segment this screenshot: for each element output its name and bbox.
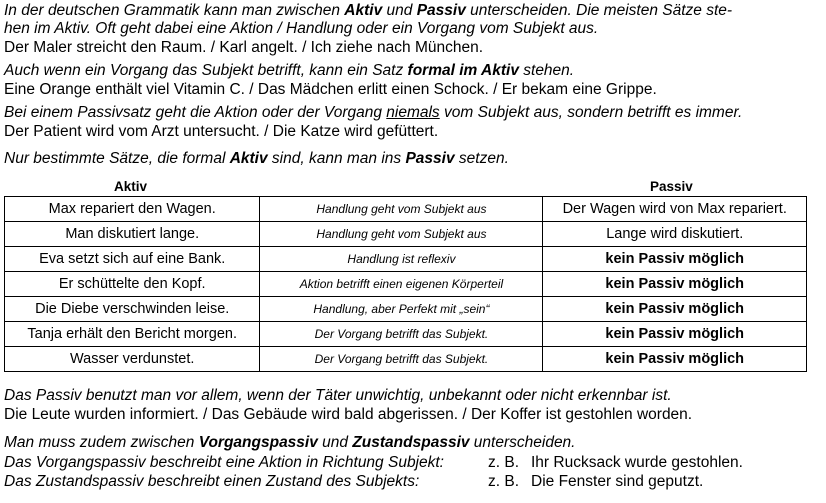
cell-note: Handlung geht vom Subjekt aus (260, 222, 543, 247)
table-row (5, 197, 807, 222)
formal-text: stehen. (518, 62, 575, 79)
vorgangspassiv-example: Ihr Rucksack wurde gestohlen. (531, 454, 743, 471)
intro-text: unterscheiden. Die meisten Sätze ste- (465, 2, 733, 19)
cell-passiv: kein Passiv möglich (543, 322, 807, 347)
passivsatz-line-1 (4, 103, 742, 123)
zustandspassiv-example: Die Fenster sind geputzt. (531, 473, 704, 490)
vorgangspassiv-zb: z. B. (488, 454, 520, 471)
usage-line-1: Das Passiv benutzt man vor allem, wenn der Täter unwichtig, unbekannt oder nicht erkennbar ist. (4, 387, 672, 404)
usage-examples: Die Leute wurden informiert. / Das Gebäude wird bald abgerissen. / Der Koffer ist gestohlen worden. (4, 406, 693, 423)
cell-aktiv: Wasser verdunstet. (5, 347, 260, 372)
term-passiv: Passiv (416, 2, 466, 19)
zustand-text: und (317, 434, 353, 451)
term-aktiv: Aktiv (344, 2, 383, 19)
cell-passiv: Lange wird diskutiert. (543, 222, 807, 247)
term-formal-aktiv: formal im Aktiv (407, 62, 519, 79)
cell-aktiv: Die Diebe verschwinden leise. (5, 297, 260, 322)
intro-text: In der deutschen Grammatik kann man zwischen (4, 2, 345, 19)
aktiv-passiv-table (4, 196, 807, 372)
intro-line-1 (4, 1, 732, 21)
intro-examples: Der Maler streicht den Raum. / Karl angelt. / Ich ziehe nach München. (4, 39, 484, 56)
cell-note: Der Vorgang betrifft das Subjekt. (260, 347, 543, 372)
cell-passiv: kein Passiv möglich (543, 347, 807, 372)
table-row (5, 222, 807, 247)
term-niemals: niemals (386, 104, 440, 121)
passivsatz-text: vom Subjekt aus, sondern betrifft es immer. (439, 104, 743, 121)
term-aktiv: Aktiv (229, 150, 268, 167)
zustandspassiv-zb: z. B. (488, 473, 520, 490)
cell-aktiv: Man diskutiert lange. (5, 222, 260, 247)
cell-passiv: Der Wagen wird von Max repariert. (543, 197, 807, 222)
intro-line-2: hen im Aktiv. Oft geht dabei eine Aktion / Handlung oder ein Vorgang vom Subjekt aus. (4, 20, 599, 37)
vorgangspassiv-description: Das Vorgangspassiv beschreibt eine Aktion in Richtung Subjekt: (4, 454, 444, 471)
nur-text: setzen. (454, 150, 509, 167)
nur-text: Nur bestimmte Sätze, die formal (4, 150, 230, 167)
table-row (5, 322, 807, 347)
cell-passiv: kein Passiv möglich (543, 247, 807, 272)
cell-aktiv: Eva setzt sich auf eine Bank. (5, 247, 260, 272)
formal-examples: Eine Orange enthält viel Vitamin C. / Das Mädchen erlitt einen Schock. / Er bekam eine Grippe. (4, 81, 657, 98)
cell-passiv: kein Passiv möglich (543, 272, 807, 297)
term-zustandspassiv: Zustandspassiv (352, 434, 470, 451)
table-row (5, 272, 807, 297)
cell-note: Der Vorgang betrifft das Subjekt. (260, 322, 543, 347)
cell-note: Aktion betrifft einen eigenen Körperteil (260, 272, 543, 297)
cell-note: Handlung, aber Perfekt mit „sein“ (260, 297, 543, 322)
table-header-passiv: Passiv (650, 179, 693, 194)
cell-note: Handlung ist reflexiv (260, 247, 543, 272)
cell-aktiv: Er schüttelte den Kopf. (5, 272, 260, 297)
table-row (5, 347, 807, 372)
zustand-line-1 (4, 433, 576, 453)
zustand-text: unterscheiden. (469, 434, 576, 451)
cell-passiv: kein Passiv möglich (543, 297, 807, 322)
table-row (5, 247, 807, 272)
term-passiv: Passiv (405, 150, 455, 167)
table-header-aktiv: Aktiv (114, 179, 148, 194)
nur-text: sind, kann man ins (267, 150, 406, 167)
nur-bestimmte-line (4, 149, 509, 169)
passivsatz-text: Bei einem Passivsatz geht die Aktion oder der Vorgang (4, 104, 387, 121)
table-row (5, 297, 807, 322)
cell-aktiv: Max repariert den Wagen. (5, 197, 260, 222)
cell-note: Handlung geht vom Subjekt aus (260, 197, 543, 222)
term-vorgangspassiv: Vorgangspassiv (198, 434, 318, 451)
zustand-text: Man muss zudem zwischen (4, 434, 199, 451)
cell-aktiv: Tanja erhält den Bericht morgen. (5, 322, 260, 347)
zustandspassiv-description: Das Zustandspassiv beschreibt einen Zustand des Subjekts: (4, 473, 420, 490)
intro-text: und (382, 2, 417, 19)
formal-text: Auch wenn ein Vorgang das Subjekt betrifft, kann ein Satz (4, 62, 408, 79)
formal-line-1 (4, 61, 574, 81)
passivsatz-examples: Der Patient wird vom Arzt untersucht. / Die Katze wird gefüttert. (4, 123, 439, 140)
